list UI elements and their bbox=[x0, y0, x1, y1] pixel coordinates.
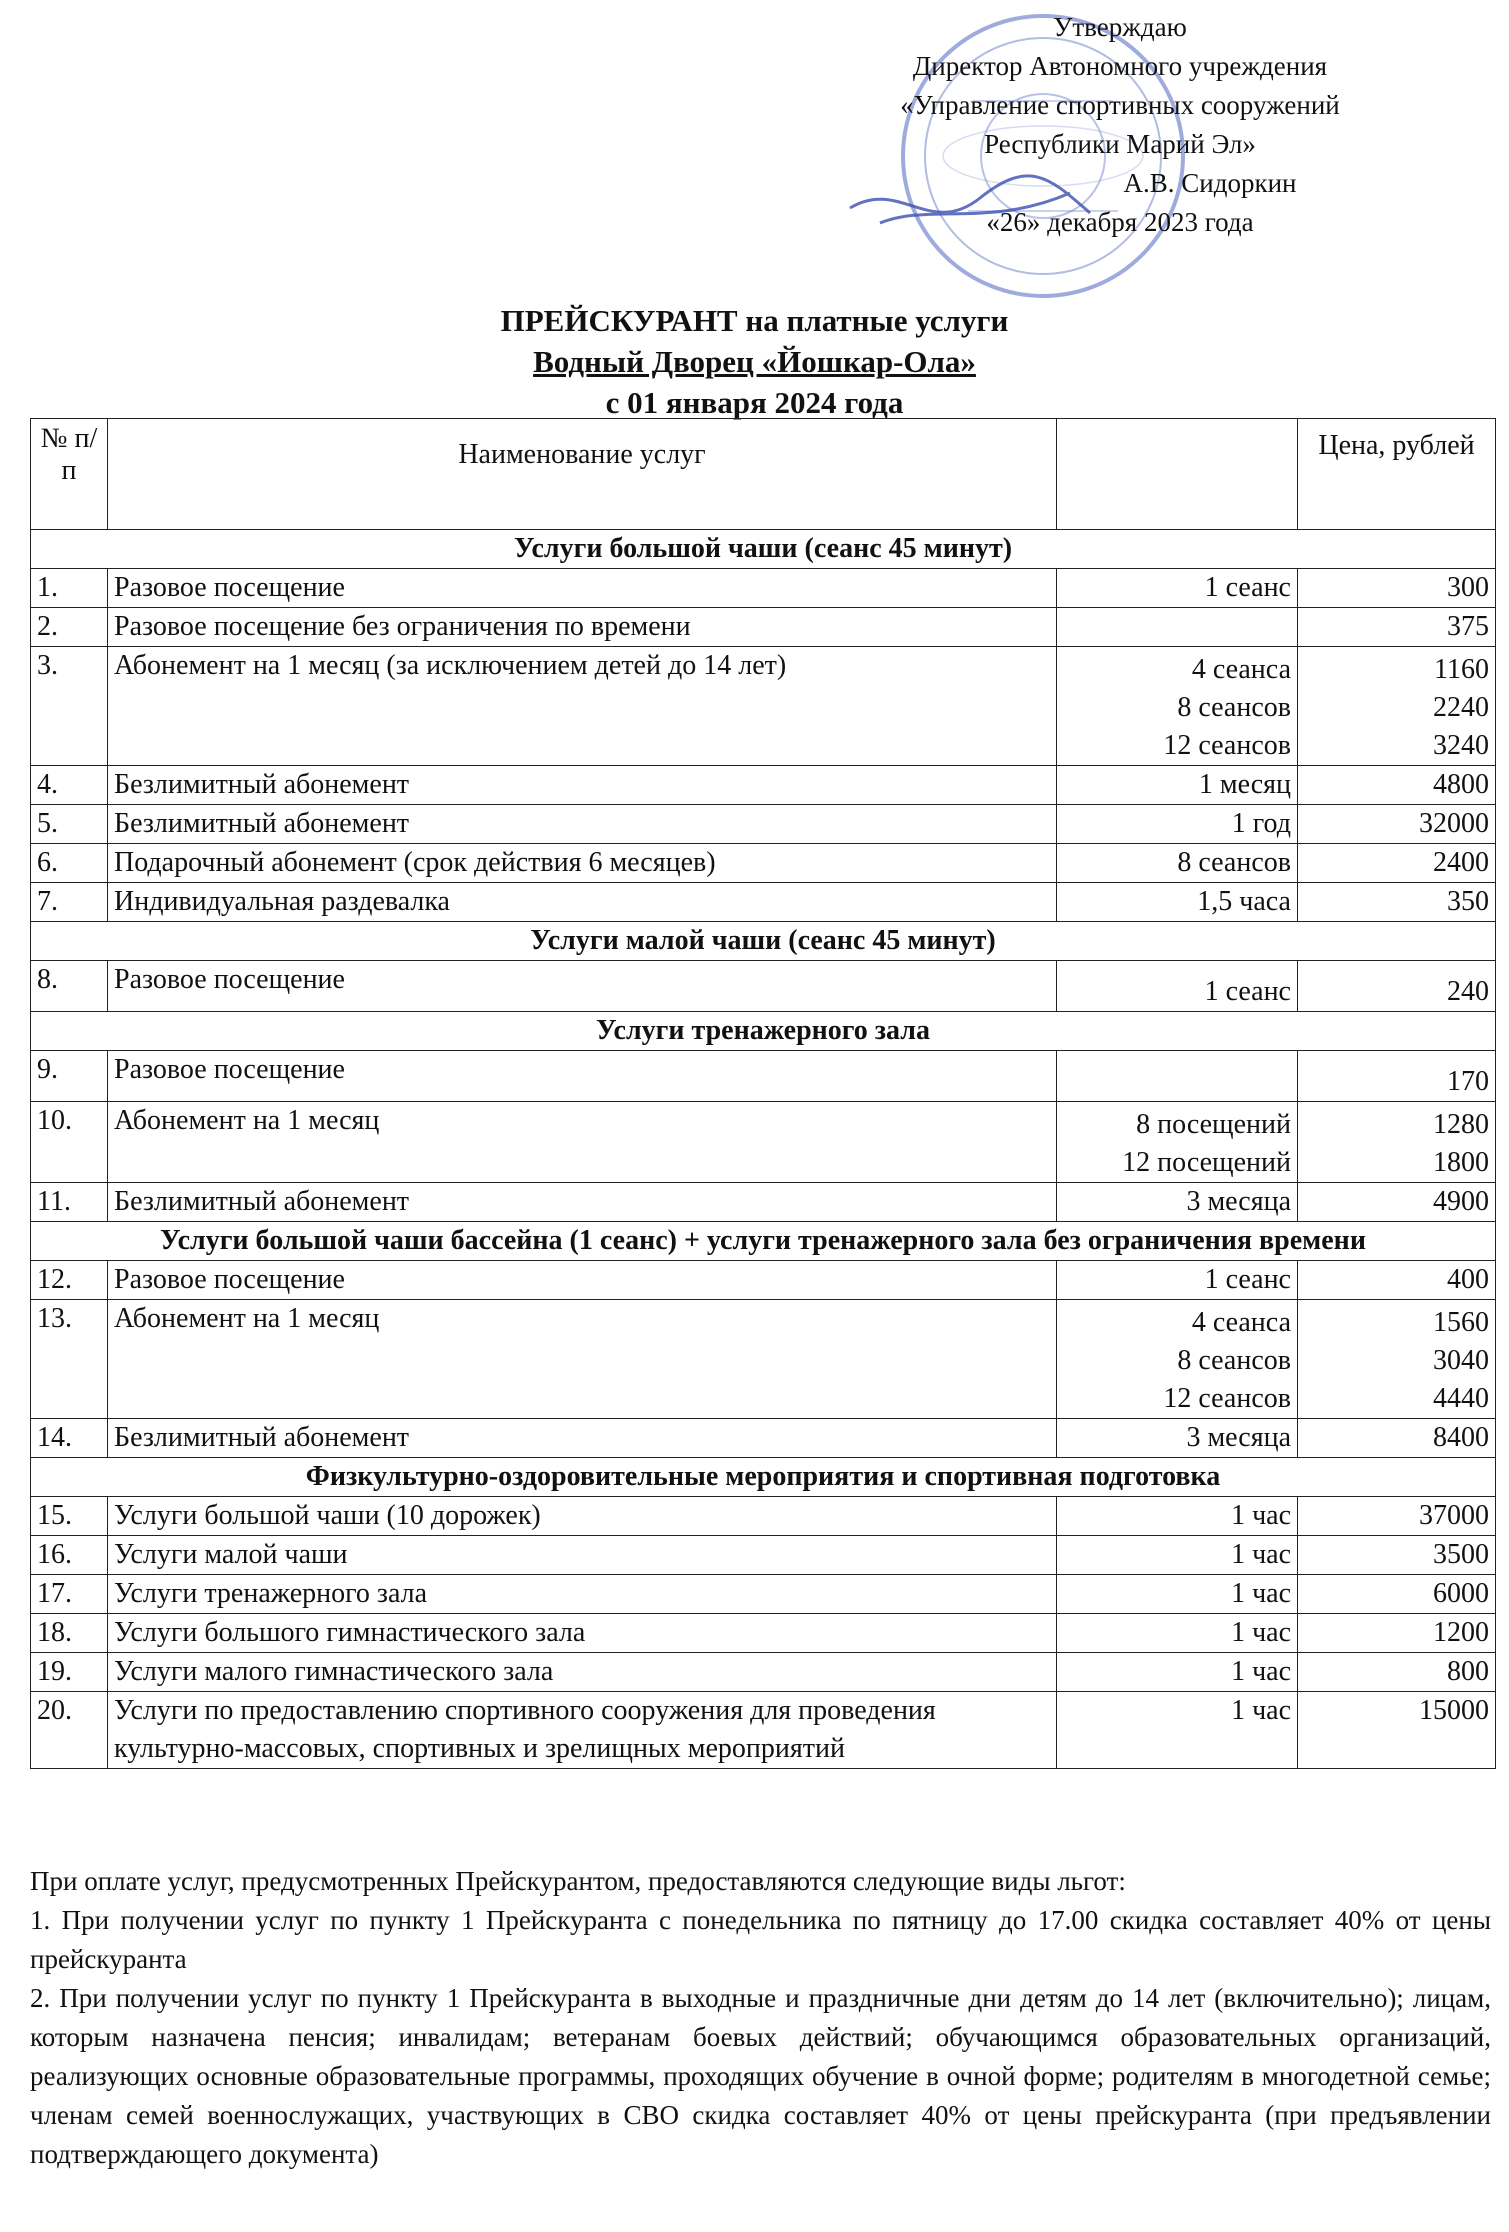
header-num: № п/п bbox=[31, 419, 108, 530]
table-row bbox=[31, 608, 1496, 647]
unit-cell bbox=[1057, 1051, 1298, 1102]
approval-line: «Управление спортивных сооружений bbox=[900, 90, 1340, 120]
row-number: 18. bbox=[31, 1614, 108, 1653]
unit-value bbox=[1063, 608, 1291, 646]
table-row bbox=[31, 1183, 1496, 1222]
unit-cell bbox=[1057, 883, 1298, 922]
table-row bbox=[31, 883, 1496, 922]
unit-value: 12 сеансов bbox=[1163, 730, 1291, 761]
price-cell bbox=[1298, 766, 1496, 805]
price-value: 4440 bbox=[1433, 1383, 1489, 1414]
price-table bbox=[30, 418, 1496, 1769]
unit-cell bbox=[1057, 805, 1298, 844]
section-row bbox=[31, 1012, 1496, 1051]
unit-value: 8 посещений bbox=[1136, 1109, 1291, 1140]
price-value: 170 bbox=[1447, 1066, 1489, 1097]
table-row bbox=[31, 766, 1496, 805]
price-cell bbox=[1298, 1261, 1496, 1300]
unit-value: 1 час bbox=[1231, 1617, 1291, 1648]
price-cell bbox=[1298, 1300, 1496, 1419]
price-value: 240 bbox=[1447, 976, 1489, 1007]
unit-value: 8 сеансов bbox=[1177, 847, 1291, 878]
table-row bbox=[31, 1300, 1496, 1419]
price-value: 1280 bbox=[1433, 1109, 1489, 1140]
service-name: Услуги большой чаши (10 дорожек) bbox=[108, 1497, 1057, 1536]
notes-intro: При оплате услуг, предусмотренных Прейскурантом, предоставляются следующие виды льгот: bbox=[30, 1866, 1126, 1896]
approval-line: Республики Марий Эл» bbox=[984, 129, 1256, 159]
header-name: Наименование услуг bbox=[108, 419, 1057, 530]
header-price: Цена, рублей bbox=[1298, 419, 1496, 530]
service-name: Разовое посещение bbox=[108, 1261, 1057, 1300]
row-number: 14. bbox=[31, 1419, 108, 1458]
price-value: 3040 bbox=[1433, 1345, 1489, 1376]
unit-value: 1,5 часа bbox=[1197, 886, 1291, 917]
unit-cell bbox=[1057, 1419, 1298, 1458]
service-name: Услуги большого гимнастического зала bbox=[108, 1614, 1057, 1653]
unit-cell bbox=[1057, 647, 1298, 766]
row-number: 16. bbox=[31, 1536, 108, 1575]
unit-cell bbox=[1057, 1536, 1298, 1575]
service-name: Безлимитный абонемент bbox=[108, 1419, 1057, 1458]
unit-value: 3 месяца bbox=[1186, 1186, 1291, 1217]
price-value: 6000 bbox=[1433, 1578, 1489, 1609]
unit-value: 12 посещений bbox=[1122, 1147, 1291, 1178]
service-name: Абонемент на 1 месяц (за исключением детей до 14 лет) bbox=[108, 647, 1057, 766]
price-cell bbox=[1298, 1102, 1496, 1183]
unit-value: 1 час bbox=[1231, 1539, 1291, 1570]
section-row bbox=[31, 530, 1496, 569]
price-cell bbox=[1298, 1653, 1496, 1692]
price-cell bbox=[1298, 1419, 1496, 1458]
unit-cell bbox=[1057, 1102, 1298, 1183]
price-cell bbox=[1298, 1497, 1496, 1536]
section-title: Услуги большой чаши (сеанс 45 минут) bbox=[31, 530, 1496, 569]
table-row bbox=[31, 1536, 1496, 1575]
benefits-notes bbox=[30, 1862, 1491, 2174]
row-number: 9. bbox=[31, 1051, 108, 1102]
unit-cell bbox=[1057, 1575, 1298, 1614]
unit-value: 1 сеанс bbox=[1204, 976, 1291, 1007]
table-row bbox=[31, 1261, 1496, 1300]
unit-cell bbox=[1057, 1497, 1298, 1536]
table-row bbox=[31, 844, 1496, 883]
unit-cell bbox=[1057, 766, 1298, 805]
price-value: 15000 bbox=[1419, 1695, 1489, 1726]
price-cell bbox=[1298, 844, 1496, 883]
price-cell bbox=[1298, 883, 1496, 922]
unit-value bbox=[1063, 1063, 1291, 1101]
unit-cell bbox=[1057, 1614, 1298, 1653]
service-name: Безлимитный абонемент bbox=[108, 766, 1057, 805]
document-title: ПРЕЙСКУРАНТ на платные услуги bbox=[500, 303, 1009, 338]
unit-cell bbox=[1057, 1183, 1298, 1222]
unit-value: 1 месяц bbox=[1198, 769, 1291, 800]
price-value: 375 bbox=[1447, 611, 1489, 642]
approval-date: «26» декабря 2023 года bbox=[986, 207, 1254, 237]
price-cell bbox=[1298, 1575, 1496, 1614]
price-value: 2400 bbox=[1433, 847, 1489, 878]
table-row bbox=[31, 1102, 1496, 1183]
service-name: Безлимитный абонемент bbox=[108, 805, 1057, 844]
unit-cell bbox=[1057, 1692, 1298, 1769]
unit-value: 1 час bbox=[1231, 1500, 1291, 1531]
row-number: 4. bbox=[31, 766, 108, 805]
table-header-row bbox=[31, 419, 1496, 530]
unit-value: 1 сеанс bbox=[1204, 572, 1291, 603]
price-cell bbox=[1298, 961, 1496, 1012]
service-name: Разовое посещение bbox=[108, 569, 1057, 608]
price-value: 350 bbox=[1447, 886, 1489, 917]
service-name: Разовое посещение bbox=[108, 1051, 1057, 1102]
approval-line: Директор Автономного учреждения bbox=[912, 51, 1328, 81]
row-number: 13. bbox=[31, 1300, 108, 1419]
table-row bbox=[31, 961, 1496, 1012]
unit-value: 3 месяца bbox=[1186, 1422, 1291, 1453]
price-cell bbox=[1298, 1536, 1496, 1575]
price-value: 37000 bbox=[1419, 1500, 1489, 1531]
unit-value: 4 сеанса bbox=[1191, 654, 1291, 685]
approval-signatory: А.В. Сидоркин bbox=[1123, 168, 1297, 198]
price-value: 1800 bbox=[1433, 1147, 1489, 1178]
price-table-body bbox=[31, 419, 1496, 1769]
unit-value: 12 сеансов bbox=[1163, 1383, 1291, 1414]
unit-value: 1 год bbox=[1231, 808, 1291, 839]
service-name: Безлимитный абонемент bbox=[108, 1183, 1057, 1222]
price-value: 4800 bbox=[1433, 769, 1489, 800]
price-value: 400 bbox=[1447, 1264, 1489, 1295]
table-row bbox=[31, 1692, 1496, 1769]
section-title: Услуги большой чаши бассейна (1 сеанс) + услуги тренажерного зала без ограничения времени bbox=[31, 1222, 1496, 1261]
document-subtitle: Водный Дворец «Йошкар-Ола» bbox=[533, 344, 976, 379]
row-number: 12. bbox=[31, 1261, 108, 1300]
price-cell bbox=[1298, 608, 1496, 647]
price-value: 300 bbox=[1447, 572, 1489, 603]
price-value: 4900 bbox=[1433, 1186, 1489, 1217]
price-cell bbox=[1298, 647, 1496, 766]
price-value: 3240 bbox=[1433, 730, 1489, 761]
row-number: 17. bbox=[31, 1575, 108, 1614]
unit-value: 4 сеанса bbox=[1191, 1307, 1291, 1338]
table-row bbox=[31, 647, 1496, 766]
table-row bbox=[31, 1614, 1496, 1653]
document-date-line: с 01 января 2024 года bbox=[605, 385, 904, 420]
row-number: 20. bbox=[31, 1692, 108, 1769]
section-title: Физкультурно-оздоровительные мероприятия и спортивная подготовка bbox=[31, 1458, 1496, 1497]
row-number: 19. bbox=[31, 1653, 108, 1692]
price-value: 800 bbox=[1447, 1656, 1489, 1687]
table-row bbox=[31, 1497, 1496, 1536]
approval-line: Утверждаю bbox=[1053, 12, 1187, 42]
unit-cell bbox=[1057, 1261, 1298, 1300]
service-name: Абонемент на 1 месяц bbox=[108, 1102, 1057, 1183]
price-cell bbox=[1298, 805, 1496, 844]
unit-value: 8 сеансов bbox=[1177, 1345, 1291, 1376]
price-cell bbox=[1298, 1692, 1496, 1769]
service-name: Абонемент на 1 месяц bbox=[108, 1300, 1057, 1419]
row-number: 2. bbox=[31, 608, 108, 647]
table-row bbox=[31, 805, 1496, 844]
service-name: Услуги тренажерного зала bbox=[108, 1575, 1057, 1614]
service-name: Услуги малой чаши bbox=[108, 1536, 1057, 1575]
unit-value: 1 час bbox=[1231, 1695, 1291, 1726]
unit-cell bbox=[1057, 1653, 1298, 1692]
table-row bbox=[31, 1575, 1496, 1614]
price-value: 32000 bbox=[1419, 808, 1489, 839]
table-row bbox=[31, 1653, 1496, 1692]
section-row bbox=[31, 1458, 1496, 1497]
price-cell bbox=[1298, 569, 1496, 608]
unit-value: 8 сеансов bbox=[1177, 692, 1291, 723]
unit-cell bbox=[1057, 961, 1298, 1012]
unit-cell bbox=[1057, 1300, 1298, 1419]
price-cell bbox=[1298, 1051, 1496, 1102]
unit-cell bbox=[1057, 569, 1298, 608]
table-row bbox=[31, 1419, 1496, 1458]
unit-value: 1 час bbox=[1231, 1578, 1291, 1609]
row-number: 15. bbox=[31, 1497, 108, 1536]
header-unit bbox=[1057, 419, 1298, 530]
price-cell bbox=[1298, 1614, 1496, 1653]
service-name: Услуги по предоставлению спортивного сооружения для проведения культурно-массовых, спортивных и зрелищных мероприятий bbox=[108, 1692, 1057, 1769]
row-number: 10. bbox=[31, 1102, 108, 1183]
table-row bbox=[31, 569, 1496, 608]
service-name: Разовое посещение без ограничения по времени bbox=[108, 608, 1057, 647]
price-value: 3500 bbox=[1433, 1539, 1489, 1570]
row-number: 11. bbox=[31, 1183, 108, 1222]
table-row bbox=[31, 1051, 1496, 1102]
section-title: Услуги малой чаши (сеанс 45 минут) bbox=[31, 922, 1496, 961]
service-name: Индивидуальная раздевалка bbox=[108, 883, 1057, 922]
section-row bbox=[31, 1222, 1496, 1261]
price-cell bbox=[1298, 1183, 1496, 1222]
row-number: 7. bbox=[31, 883, 108, 922]
row-number: 5. bbox=[31, 805, 108, 844]
row-number: 8. bbox=[31, 961, 108, 1012]
row-number: 3. bbox=[31, 647, 108, 766]
unit-value: 1 час bbox=[1231, 1656, 1291, 1687]
price-value: 2240 bbox=[1433, 692, 1489, 723]
unit-cell bbox=[1057, 844, 1298, 883]
unit-value: 1 сеанс bbox=[1204, 1264, 1291, 1295]
section-title: Услуги тренажерного зала bbox=[31, 1012, 1496, 1051]
row-number: 6. bbox=[31, 844, 108, 883]
notes-item: 1. При получении услуг по пункту 1 Прейскуранта с понедельника по пятницу до 17.00 скидка составляет 40% от цены прейскуранта bbox=[30, 1905, 1491, 1974]
service-name: Разовое посещение bbox=[108, 961, 1057, 1012]
price-value: 1560 bbox=[1433, 1307, 1489, 1338]
service-name: Подарочный абонемент (срок действия 6 месяцев) bbox=[108, 844, 1057, 883]
price-value: 8400 bbox=[1433, 1422, 1489, 1453]
service-name: Услуги малого гимнастического зала bbox=[108, 1653, 1057, 1692]
price-value: 1200 bbox=[1433, 1617, 1489, 1648]
price-value: 1160 bbox=[1434, 654, 1489, 685]
unit-cell bbox=[1057, 608, 1298, 647]
notes-item: 2. При получении услуг по пункту 1 Прейскуранта в выходные и праздничные дни детям до 14 лет (включительно); лицам, которым назначена пенсия; инвалидам; ветеранам боевых действий; обучающимся образовательных организаций, реализующих основные образовательные программы, проходящих обучение в очной форме; родителям в многодетной семье; членам семей военнослужащих, участвующих в СВО скидка составляет 40% от цены прейскуранта (при предъявлении подтверждающего документа) bbox=[30, 1983, 1491, 2169]
approval-block bbox=[820, 8, 1420, 242]
row-number: 1. bbox=[31, 569, 108, 608]
section-row bbox=[31, 922, 1496, 961]
